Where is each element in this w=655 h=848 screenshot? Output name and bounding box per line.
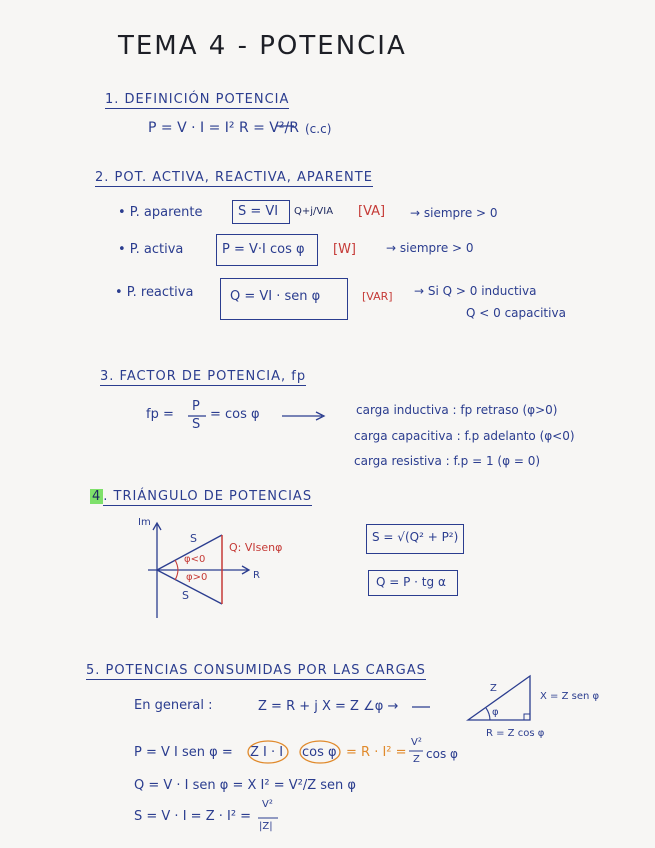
active-power-unit: [W]: [333, 242, 356, 257]
apparent-power-scribble: Q+j/VIA: [294, 206, 334, 217]
impedance-triangle-hyp-label: Z: [490, 683, 497, 694]
apparent-power-note: → siempre > 0: [410, 206, 498, 220]
triangle-lower-hyp: [157, 570, 222, 604]
p-line-resistive: = R · I² =: [346, 745, 407, 760]
p-line-end: cos φ: [426, 747, 458, 761]
q-line: Q = V · I sen φ = X I² = V²/Z sen φ: [134, 778, 357, 793]
apparent-power-label: • P. aparente: [118, 205, 203, 220]
phi-negative-label: φ<0: [184, 554, 206, 565]
dc-note: (c.c): [305, 122, 332, 136]
impedance-right-angle: [524, 714, 530, 720]
orange-circle-cos: [300, 741, 340, 763]
impedance-formula: Z = R + j X = Z ∠φ →: [258, 699, 399, 714]
pf-case-resistive: carga resistiva : f.p = 1 (φ = 0): [354, 454, 541, 468]
pf-case-capacitive: carga capacitiva : f.p adelanto (φ<0): [354, 429, 575, 443]
apparent-power-unit: [VA]: [358, 204, 386, 219]
pf-numerator: P: [192, 399, 200, 414]
section-5-heading-text: 5. POTENCIAS CONSUMIDAS POR LAS CARGAS: [86, 663, 426, 678]
page-title: TEMA 4 - POTENCIA: [118, 31, 407, 61]
apparent-power-formula: S = VI: [238, 204, 279, 219]
p-line-circled-cos: cos φ: [302, 745, 337, 760]
pf-denominator: S: [192, 417, 201, 432]
reactive-power-inductive-note: → Si Q > 0 inductiva: [414, 284, 537, 298]
s-line-start: S = V · I = Z · I² =: [134, 809, 252, 824]
reactive-tangent-formula: Q = P · tg α: [376, 575, 446, 589]
triangle-q-label: Q: VIsenφ: [229, 541, 283, 554]
impedance-triangle-vertical-label: X = Z sen φ: [540, 691, 600, 702]
p-line-frac-den: Z: [413, 754, 420, 765]
reactive-power-unit: [VAR]: [362, 290, 393, 303]
active-power-formula: P = V·I cos φ: [222, 242, 305, 257]
section-4-heading-text: . TRIÁNGULO DE POTENCIAS: [103, 489, 313, 504]
apparent-magnitude-formula: S = √(Q² + P²): [372, 530, 459, 544]
real-axis-label: R: [253, 570, 260, 581]
section-4-number-highlight: 4: [92, 489, 102, 504]
phi-positive-label: φ>0: [186, 572, 208, 583]
active-power-label: • P. activa: [118, 242, 184, 257]
reactive-power-label: • P. reactiva: [115, 285, 194, 300]
pf-rhs: = cos φ: [210, 407, 260, 422]
triangle-s-bottom-label: S: [182, 589, 189, 602]
impedance-triangle-angle-label: φ: [492, 707, 499, 718]
p-line-circled-zi: Z I · I: [250, 745, 284, 760]
reactive-power-formula: Q = VI · sen φ: [230, 289, 321, 304]
phi-negative-arc: [175, 560, 178, 570]
pf-case-inductive: carga inductiva : fp retraso (φ>0): [356, 403, 558, 417]
pf-lhs: fp =: [146, 407, 174, 422]
phi-positive-arc: [175, 570, 178, 580]
s-line-frac-den: |Z|: [259, 821, 273, 832]
triangle-s-top-label: S: [190, 532, 197, 545]
section-2-heading-text: 2. POT. ACTIVA, REACTIVA, APARENTE: [95, 170, 373, 185]
p-line-frac-num: V²: [411, 737, 422, 748]
s-line-frac-num: V²: [262, 799, 273, 810]
section-3-heading-text: 3. FACTOR DE POTENCIA, fp: [100, 369, 307, 384]
orange-circle-zi: [248, 741, 288, 763]
imaginary-axis-label: Im: [138, 517, 151, 528]
active-power-note: → siempre > 0: [386, 241, 474, 255]
impedance-triangle: [468, 676, 530, 720]
reactive-power-capacitive-note: Q < 0 capacitiva: [466, 306, 566, 320]
general-label: En general :: [134, 698, 213, 713]
impedance-angle-arc: [486, 708, 490, 720]
p-line-start: P = V I sen φ =: [134, 745, 233, 760]
impedance-triangle-base-label: R = Z cos φ: [486, 728, 545, 739]
section-1-heading-text: 1. DEFINICIÓN POTENCIA: [105, 92, 290, 107]
triangle-upper-hyp: [157, 532, 222, 570]
power-definition-formula: P = V · I = I² R = V²/R: [148, 120, 299, 136]
